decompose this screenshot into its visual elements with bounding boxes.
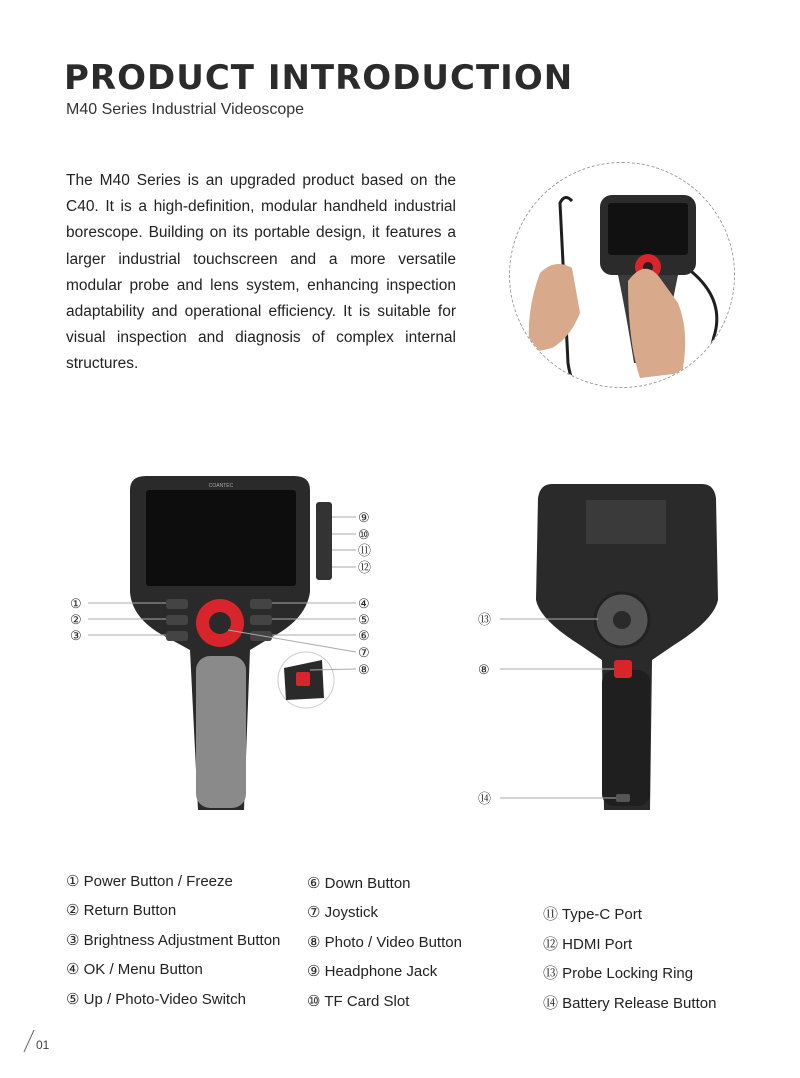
marker-3: ③ — [70, 628, 82, 643]
back-panel-label-area — [586, 500, 666, 544]
handle-grip — [196, 656, 246, 808]
ok-menu-button — [250, 599, 272, 609]
legend-item-1: ① Power Button / Freeze — [66, 873, 233, 890]
marker-14: ⑭ — [478, 791, 492, 806]
legend-item-8: ⑧ Photo / Video Button — [307, 934, 462, 951]
usage-illustration — [510, 163, 734, 387]
legend-item-3: ③ Brightness Adjustment Button — [66, 932, 281, 949]
legend-item-7: ⑦ Joystick — [307, 904, 378, 921]
back-photo-button — [614, 660, 632, 678]
marker-7: ⑦ — [358, 645, 370, 660]
intro-paragraph: The M40 Series is an upgraded product based on the C40. It is a high-definition, modular handheld industrial borescope. Building on its portable design, it features a larger industrial touchscreen and a more versatile modular probe and lens system, enhancing inspection adaptability and operational efficiency. It is suitable for visual inspection and diagnosis of complex internal structures. — [66, 172, 456, 373]
battery-release-button — [616, 794, 630, 802]
legend-item-12: ⑫ HDMI Port — [543, 936, 633, 953]
legend-item-14: ⑭ Battery Release Button — [543, 995, 717, 1012]
up-button — [250, 615, 272, 625]
photo-video-button — [296, 672, 310, 686]
page-number-slash — [22, 1028, 36, 1054]
marker-4: ④ — [358, 596, 370, 611]
brightness-button — [166, 631, 188, 641]
joystick — [209, 612, 231, 634]
marker-9: ⑨ — [358, 510, 370, 525]
legend-item-5: ⑤ Up / Photo-Video Switch — [66, 991, 246, 1008]
front-view-diagram — [0, 460, 400, 830]
legend-item-4: ④ OK / Menu Button — [66, 961, 203, 978]
marker-12: ⑫ — [358, 560, 372, 575]
legend-item-10: ⑩ TF Card Slot — [307, 993, 410, 1010]
legend-item-9: ⑨ Headphone Jack — [307, 963, 438, 980]
marker-6: ⑥ — [358, 628, 370, 643]
marker-1: ① — [70, 596, 82, 611]
side-port-panel — [316, 502, 332, 580]
marker-8-back: ⑧ — [478, 662, 490, 677]
legend-item-11: ⑪ Type-C Port — [543, 906, 642, 923]
marker-11: ⑪ — [358, 543, 372, 558]
legend-item-6: ⑥ Down Button — [307, 875, 411, 892]
marker-5: ⑤ — [358, 612, 370, 627]
product-usage-photo — [509, 162, 735, 388]
power-button — [166, 599, 188, 609]
page-number: 01 — [36, 1038, 50, 1052]
marker-13: ⑬ — [478, 612, 492, 627]
marker-8: ⑧ — [358, 662, 370, 677]
legend-item-2: ② Return Button — [66, 902, 177, 919]
device-brand-label: COANTEC — [208, 483, 234, 489]
marker-2: ② — [70, 612, 82, 627]
page-title: PRODUCT INTRODUCTION — [64, 58, 574, 98]
return-button — [166, 615, 188, 625]
page-subtitle: M40 Series Industrial Videoscope — [66, 101, 305, 118]
back-handle — [602, 670, 650, 806]
legend-item-13: ⑬ Probe Locking Ring — [543, 965, 694, 982]
device-screen — [146, 490, 296, 586]
marker-10: ⑩ — [358, 527, 370, 542]
back-view-diagram — [470, 470, 750, 820]
